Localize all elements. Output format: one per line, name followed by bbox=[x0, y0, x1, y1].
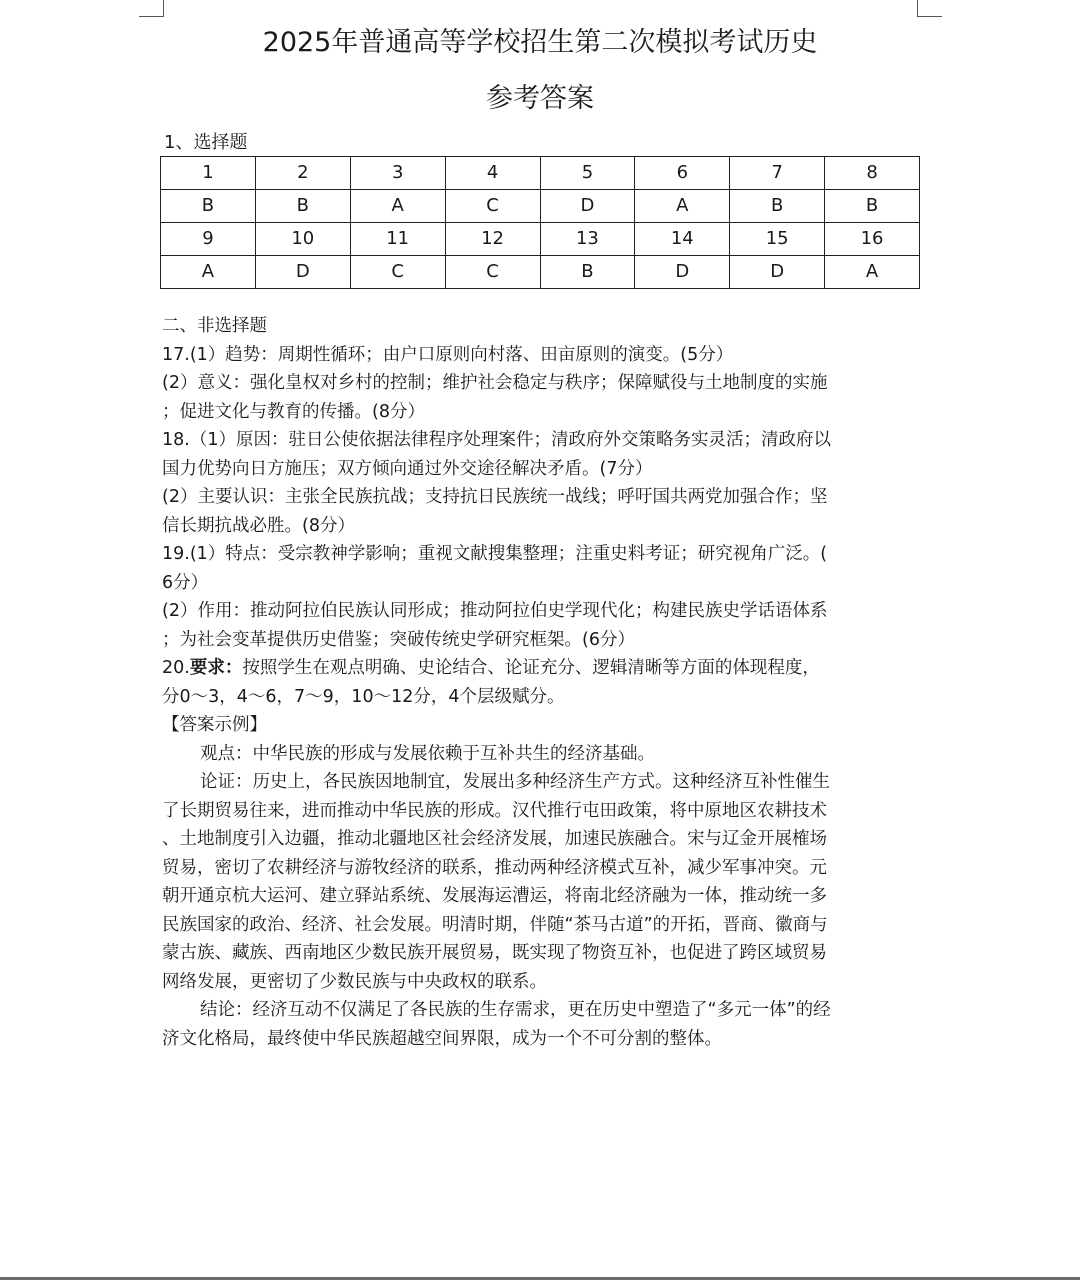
table-cell: D bbox=[540, 190, 635, 223]
q20-requirement-line bbox=[162, 654, 922, 683]
page-subtitle: 参考答案 bbox=[486, 83, 594, 114]
table-cell: 13 bbox=[540, 223, 635, 256]
table-cell: B bbox=[255, 190, 350, 223]
argument-line: 蒙古族、藏族、西南地区少数民族开展贸易，既实现了物资互补，也促进了跨区域贸易 bbox=[162, 943, 827, 963]
table-cell: 12 bbox=[445, 223, 540, 256]
table-row-answers-1 bbox=[161, 190, 920, 223]
argument-line: 网络发展，更密切了少数民族与中央政权的联系。 bbox=[162, 971, 547, 992]
section2-heading: 二、非选择题 bbox=[162, 316, 267, 336]
answer-line: 17.(1）趋势：周期性循环；由户口原则向村落、田亩原则的演变。(5分） bbox=[162, 344, 734, 365]
table-cell: 11 bbox=[350, 223, 445, 256]
table-cell: C bbox=[350, 256, 445, 289]
conclusion-line: 结论：经济互动不仅满足了各民族的生存需求，更在历史中塑造了“多元一体”的经 bbox=[200, 1000, 831, 1020]
q20-text: 按照学生在观点明确、史论结合、论证充分、逻辑清晰等方面的体现程度， bbox=[242, 658, 820, 678]
argument-line: 论证：历史上，各民族因地制宜，发展出多种经济生产方式。这种经济互补性催生 bbox=[200, 772, 830, 792]
section2-body bbox=[162, 312, 922, 1053]
crop-mark-top-right bbox=[917, 0, 942, 17]
table-cell: 2 bbox=[255, 157, 350, 190]
argument-line: 民族国家的政治、经济、社会发展。明清时期，伴随“茶马古道”的开拓，晋商、徽商与 bbox=[162, 914, 828, 935]
q20-label: 要求： bbox=[189, 658, 243, 678]
answer-line: ；促进文化与教育的传播。(8分） bbox=[162, 401, 425, 422]
argument-line: 贸易，密切了农耕经济与游牧经济的联系，推动两种经济模式互补，减少军事冲突。元 bbox=[162, 857, 827, 878]
table-row-numbers-1 bbox=[161, 157, 920, 190]
table-cell: A bbox=[161, 256, 256, 289]
answer-line: 6分） bbox=[162, 572, 209, 593]
table-cell: 4 bbox=[445, 157, 540, 190]
answer-line: (2）主要认识：主张全民族抗战；支持抗日民族统一战线；呼吁国共两党加强合作；坚 bbox=[162, 487, 828, 507]
q20-scoring-line: 分0～3，4～6，7～9，10～12分，4个层级赋分。 bbox=[162, 686, 565, 707]
table-cell: A bbox=[635, 190, 730, 223]
viewpoint-line: 观点：中华民族的形成与发展依赖于互补共生的经济基础。 bbox=[200, 743, 655, 764]
q20-number: 20. bbox=[162, 658, 190, 678]
table-cell: 9 bbox=[161, 223, 256, 256]
section1-heading: 1、选择题 bbox=[164, 132, 248, 153]
answer-table bbox=[160, 156, 920, 289]
example-heading: 【答案示例】 bbox=[162, 715, 267, 735]
answer-line: (2）意义：强化皇权对乡村的控制；维护社会稳定与秩序；保障赋役与土地制度的实施 bbox=[162, 373, 828, 393]
table-cell: 15 bbox=[730, 223, 825, 256]
table-cell: B bbox=[540, 256, 635, 289]
table-cell: A bbox=[350, 190, 445, 223]
answer-line: 18.（1）原因：驻日公使依据法律程序处理案件；清政府外交策略务实灵活；清政府以 bbox=[162, 430, 831, 450]
table-cell: 10 bbox=[255, 223, 350, 256]
table-cell: 6 bbox=[635, 157, 730, 190]
conclusion-line: 济文化格局，最终使中华民族超越空间界限，成为一个不可分割的整体。 bbox=[162, 1028, 722, 1049]
table-cell: C bbox=[445, 256, 540, 289]
answer-line: ；为社会变革提供历史借鉴；突破传统史学研究框架。(6分） bbox=[162, 629, 635, 650]
argument-line: 、土地制度引入边疆，推动北疆地区社会经济发展，加速民族融合。宋与辽金开展榷场 bbox=[162, 829, 827, 849]
table-cell: 8 bbox=[825, 157, 920, 190]
table-cell: C bbox=[445, 190, 540, 223]
answer-line: 19.(1）特点：受宗教神学影响；重视文献搜集整理；注重史料考证；研究视角广泛。( bbox=[162, 544, 828, 564]
table-cell: B bbox=[161, 190, 256, 223]
answer-line: (2）作用：推动阿拉伯民族认同形成；推动阿拉伯史学现代化；构建民族史学话语体系 bbox=[162, 601, 828, 621]
table-row-answers-2 bbox=[161, 256, 920, 289]
answer-line: 国力优势向日方施压；双方倾向通过外交途径解决矛盾。(7分） bbox=[162, 458, 653, 479]
table-cell: 7 bbox=[730, 157, 825, 190]
argument-line: 朝开通京杭大运河、建立驿站系统、发展海运漕运，将南北经济融为一体，推动统一多 bbox=[162, 886, 827, 906]
table-cell: A bbox=[825, 256, 920, 289]
table-row-numbers-2 bbox=[161, 223, 920, 256]
crop-mark-top-left bbox=[139, 0, 164, 17]
table-cell: 5 bbox=[540, 157, 635, 190]
argument-line: 了长期贸易往来，进而推动中华民族的形成。汉代推行屯田政策，将中原地区农耕技术 bbox=[162, 800, 827, 821]
page-title: 2025年普通高等学校招生第二次模拟考试历史 bbox=[262, 27, 818, 58]
table-cell: 14 bbox=[635, 223, 730, 256]
table-cell: D bbox=[255, 256, 350, 289]
table-cell: D bbox=[730, 256, 825, 289]
answer-line: 信长期抗战必胜。(8分） bbox=[162, 515, 355, 536]
table-cell: 16 bbox=[825, 223, 920, 256]
table-cell: 1 bbox=[161, 157, 256, 190]
table-cell: 3 bbox=[350, 157, 445, 190]
table-cell: B bbox=[730, 190, 825, 223]
table-cell: B bbox=[825, 190, 920, 223]
table-cell: D bbox=[635, 256, 730, 289]
